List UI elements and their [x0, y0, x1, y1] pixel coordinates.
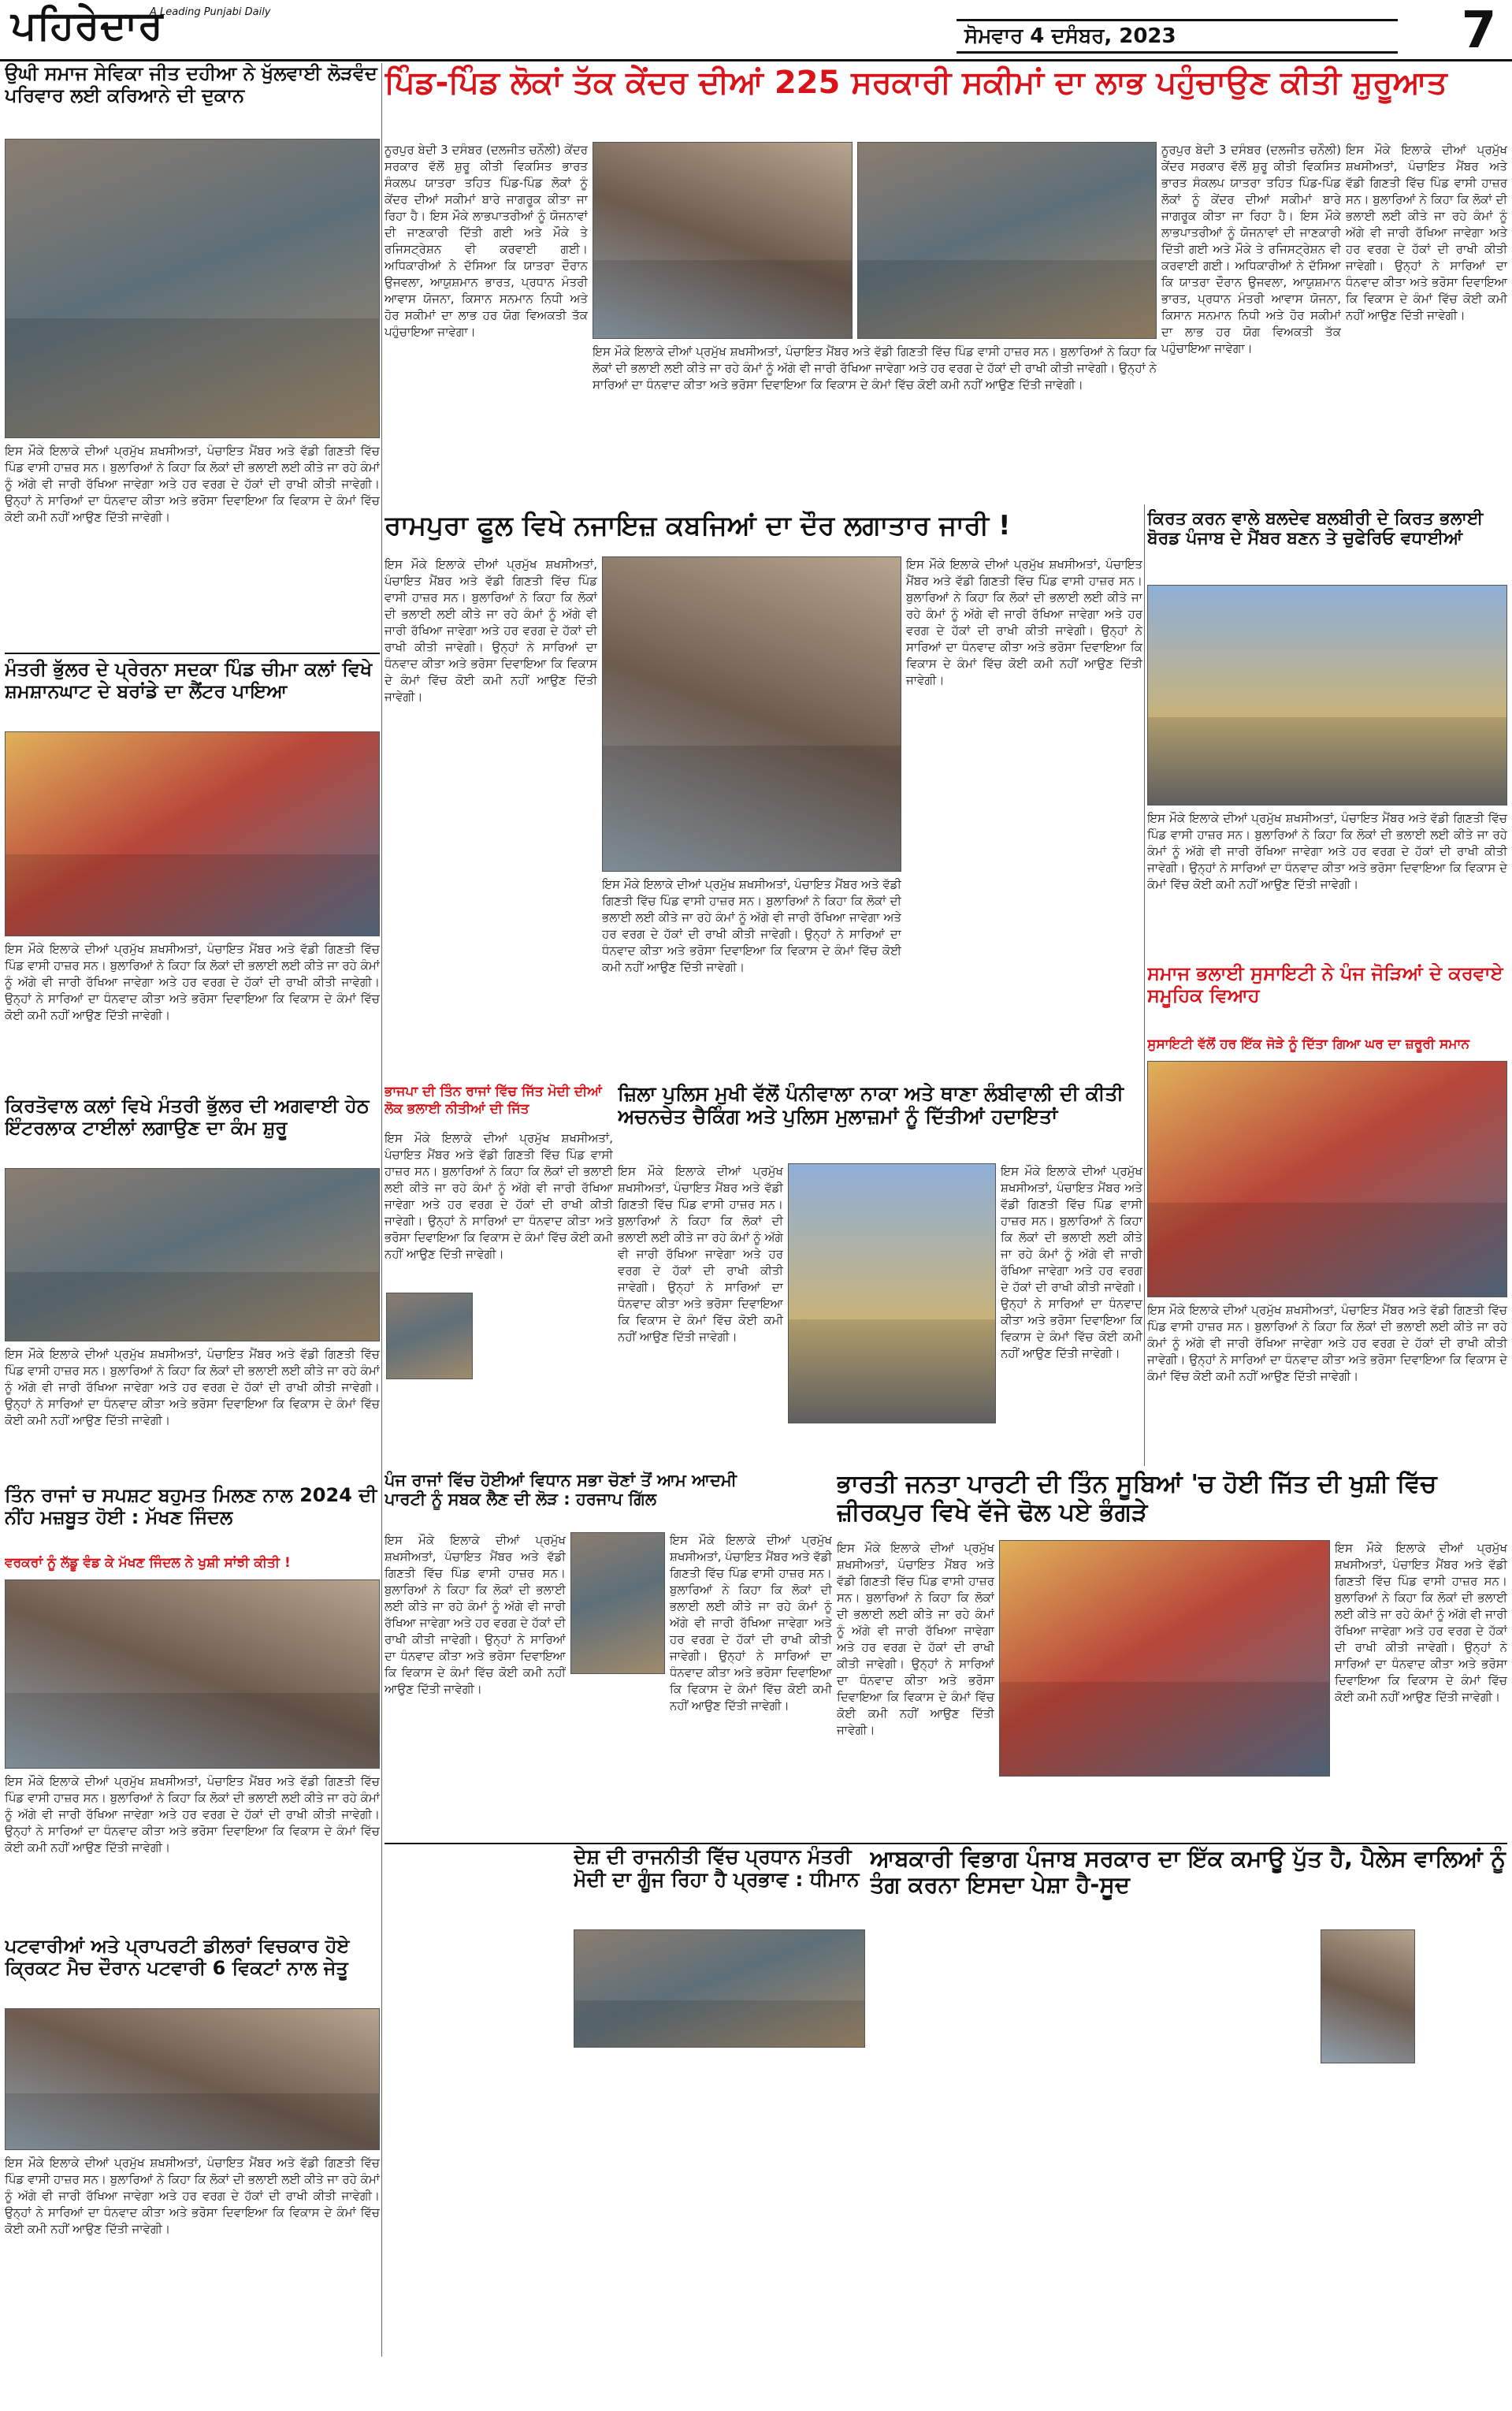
story-patwari: ਇਸ ਮੌਕੇ ਇਲਾਕੇ ਦੀਆਂ ਪ੍ਰਮੁੱਖ ਸ਼ਖਸੀਅਤਾਂ, ਪੰਚਾਇਤ ਮੈਂਬਰ ਅਤੇ ਵੱਡੀ ਗਿਣਤੀ ਵਿੱਚ ਪਿੰਡ ਵਾਸੀ ਹਾਜ਼ਰ ਸਨ। ਬੁਲਾਰਿਆਂ ਨੇ ਕਿਹਾ ਕਿ ਲੋਕਾਂ ਦੀ ਭਲਾਈ ਲਈ ਕੀਤੇ ਜਾ ਰਹੇ ਕੰਮਾਂ ਨੂੰ ਅੱਗੇ ਵੀ ਜਾਰੀ ਰੱਖਿਆ ਜਾਵੇਗਾ ਅਤੇ ਹਰ ਵਰਗ ਦੇ ਹੱਕਾਂ ਦੀ ਰਾਖੀ ਕੀਤੀ ਜਾਵੇਗੀ। ਉਨ੍ਹਾਂ ਨੇ ਸਾਰਿਆਂ ਦਾ ਧੰਨਵਾਦ ਕੀਤਾ ਅਤੇ ਭਰੋਸਾ ਦਿਵਾਇਆ ਕਿ ਵਿਕਾਸ ਦੇ ਕੰਮਾਂ ਵਿੱਚ ਕੋਈ ਕਮੀ ਨਹੀਂ ਆਉਣ ਦਿੱਤੀ ਜਾਵੇਗੀ।: [5, 2156, 380, 2236]
story-rampura-1: ਇਸ ਮੌਕੇ ਇਲਾਕੇ ਦੀਆਂ ਪ੍ਰਮੁੱਖ ਸ਼ਖਸੀਅਤਾਂ, ਪੰਚਾਇਤ ਮੈਂਬਰ ਅਤੇ ਵੱਡੀ ਗਿਣਤੀ ਵਿੱਚ ਪਿੰਡ ਵਾਸੀ ਹਾਜ਼ਰ ਸਨ। ਬੁਲਾਰਿਆਂ ਨੇ ਕਿਹਾ ਕਿ ਲੋਕਾਂ ਦੀ ਭਲਾਈ ਲਈ ਕੀਤੇ ਜਾ ਰਹੇ ਕੰਮਾਂ ਨੂੰ ਅੱਗੇ ਵੀ ਜਾਰੀ ਰੱਖਿਆ ਜਾਵੇਗਾ ਅਤੇ ਹਰ ਵਰਗ ਦੇ ਹੱਕਾਂ ਦੀ ਰਾਖੀ ਕੀਤੀ ਜਾਵੇਗੀ। ਉਨ੍ਹਾਂ ਨੇ ਸਾਰਿਆਂ ਦਾ ਧੰਨਵਾਦ ਕੀਤਾ ਅਤੇ ਭਰੋਸਾ ਦਿਵਾਇਆ ਕਿ ਵਿਕਾਸ ਦੇ ਕੰਮਾਂ ਵਿੱਚ ਕੋਈ ਕਮੀ ਨਹੀਂ ਆਉਣ ਦਿੱਤੀ ਜਾਵੇਗੀ।: [385, 557, 597, 704]
headline-patwari: ਪਟਵਾਰੀਆਂ ਅਤੇ ਪ੍ਰਾਪਰਟੀ ਡੀਲਰਾਂ ਵਿਚਕਾਰ ਹੋਏ ਕ੍ਰਿਕਟ ਮੈਚ ਦੌਰਾਨ ਪਟਵਾਰੀ 6 ਵਿਕਟਾਂ ਨਾਲ ਜੇਤੂ: [5, 1936, 350, 1979]
story-abkari-1: [870, 1929, 1075, 2352]
photo-cheema: [5, 731, 380, 936]
headline-abkari: ਆਬਕਾਰੀ ਵਿਭਾਗ ਪੰਜਾਬ ਸਰਕਾਰ ਦਾ ਇੱਕ ਕਮਾਊ ਪੁੱਤ ਹੈ, ਪੈਲੇਸ ਵਾਲਿਆਂ ਨੂੰ ਤੰਗ ਕਰਨਾ ਇਸਦਾ ਪੇਸ਼ਾ ਹੈ-ਸੂਦ: [870, 1846, 1506, 1899]
main-headline: ਪਿੰਡ-ਪਿੰਡ ਲੋਕਾਂ ਤੱਕ ਕੇਂਦਰ ਦੀਆਂ 225 ਸਰਕਾਰੀ ਸਕੀਮਾਂ ਦਾ ਲਾਭ ਪਹੁੰਚਾਉਣ ਕੀਤੀ ਸ਼ੁਰੂਆਤ: [385, 65, 1447, 101]
story-dhiman: [574, 2052, 865, 2352]
headline-kirat: ਕਿਰਤ ਕਰਨ ਵਾਲੇ ਬਲਦੇਵ ਬਲਬੀਰੀ ਦੇ ਕਿਰਤ ਭਲਾਈ ਬੋਰਡ ਪੰਜਾਬ ਦੇ ਮੈਂਬਰ ਬਣਨ ਤੇ ਚੁਫੇਰਿਓ ਵਧਾਈਆਂ: [1147, 509, 1484, 549]
story-kirat: ਇਸ ਮੌਕੇ ਇਲਾਕੇ ਦੀਆਂ ਪ੍ਰਮੁੱਖ ਸ਼ਖਸੀਅਤਾਂ, ਪੰਚਾਇਤ ਮੈਂਬਰ ਅਤੇ ਵੱਡੀ ਗਿਣਤੀ ਵਿੱਚ ਪਿੰਡ ਵਾਸੀ ਹਾਜ਼ਰ ਸਨ। ਬੁਲਾਰਿਆਂ ਨੇ ਕਿਹਾ ਕਿ ਲੋਕਾਂ ਦੀ ਭਲਾਈ ਲਈ ਕੀਤੇ ਜਾ ਰਹੇ ਕੰਮਾਂ ਨੂੰ ਅੱਗੇ ਵੀ ਜਾਰੀ ਰੱਖਿਆ ਜਾਵੇਗਾ ਅਤੇ ਹਰ ਵਰਗ ਦੇ ਹੱਕਾਂ ਦੀ ਰਾਖੀ ਕੀਤੀ ਜਾਵੇਗੀ। ਉਨ੍ਹਾਂ ਨੇ ਸਾਰਿਆਂ ਦਾ ਧੰਨਵਾਦ ਕੀਤਾ ਅਤੇ ਭਰੋਸਾ ਦਿਵਾਇਆ ਕਿ ਵਿਕਾਸ ਦੇ ਕੰਮਾਂ ਵਿੱਚ ਕੋਈ ਕਮੀ ਨਹੀਂ ਆਉਣ ਦਿੱਤੀ ਜਾਵੇਗੀ।: [1147, 811, 1507, 891]
headline-jindal: ਤਿੰਨ ਰਾਜਾਂ ਚ ਸਪਸ਼ਟ ਬਹੁਮਤ ਮਿਲਣ ਨਾਲ 2024 ਦੀ ਨੀਂਹ ਮਜ਼ਬੂਤ ਹੋਈ : ਮੱਖਣ ਜਿੰਦਲ: [5, 1485, 377, 1528]
photo-kirtowal: [5, 1168, 380, 1341]
headline-vivah: ਸਮਾਜ ਭਲਾਈ ਸੁਸਾਇਟੀ ਨੇ ਪੰਜ ਜੋੜਿਆਂ ਦੇ ਕਰਵਾਏ ਸਮੂਹਿਕ ਵਿਆਹ: [1147, 963, 1503, 1006]
story-kirtowal: ਇਸ ਮੌਕੇ ਇਲਾਕੇ ਦੀਆਂ ਪ੍ਰਮੁੱਖ ਸ਼ਖਸੀਅਤਾਂ, ਪੰਚਾਇਤ ਮੈਂਬਰ ਅਤੇ ਵੱਡੀ ਗਿਣਤੀ ਵਿੱਚ ਪਿੰਡ ਵਾਸੀ ਹਾਜ਼ਰ ਸਨ। ਬੁਲਾਰਿਆਂ ਨੇ ਕਿਹਾ ਕਿ ਲੋਕਾਂ ਦੀ ਭਲਾਈ ਲਈ ਕੀਤੇ ਜਾ ਰਹੇ ਕੰਮਾਂ ਨੂੰ ਅੱਗੇ ਵੀ ਜਾਰੀ ਰੱਖਿਆ ਜਾਵੇਗਾ ਅਤੇ ਹਰ ਵਰਗ ਦੇ ਹੱਕਾਂ ਦੀ ਰਾਖੀ ਕੀਤੀ ਜਾਵੇਗੀ। ਉਨ੍ਹਾਂ ਨੇ ਸਾਰਿਆਂ ਦਾ ਧੰਨਵਾਦ ਕੀਤਾ ਅਤੇ ਭਰੋਸਾ ਦਿਵਾਇਆ ਕਿ ਵਿਕਾਸ ਦੇ ਕੰਮਾਂ ਵਿੱਚ ਕੋਈ ਕਮੀ ਨਹੀਂ ਆਉਣ ਦਿੱਤੀ ਜਾਵੇਗੀ।: [5, 1347, 380, 1427]
photo-vivah: [1147, 1061, 1507, 1297]
story-rampura-3: ਇਸ ਮੌਕੇ ਇਲਾਕੇ ਦੀਆਂ ਪ੍ਰਮੁੱਖ ਸ਼ਖਸੀਅਤਾਂ, ਪੰਚਾਇਤ ਮੈਂਬਰ ਅਤੇ ਵੱਡੀ ਗਿਣਤੀ ਵਿੱਚ ਪਿੰਡ ਵਾਸੀ ਹਾਜ਼ਰ ਸਨ। ਬੁਲਾਰਿਆਂ ਨੇ ਕਿਹਾ ਕਿ ਲੋਕਾਂ ਦੀ ਭਲਾਈ ਲਈ ਕੀਤੇ ਜਾ ਰਹੇ ਕੰਮਾਂ ਨੂੰ ਅੱਗੇ ਵੀ ਜਾਰੀ ਰੱਖਿਆ ਜਾਵੇਗਾ ਅਤੇ ਹਰ ਵਰਗ ਦੇ ਹੱਕਾਂ ਦੀ ਰਾਖੀ ਕੀਤੀ ਜਾਵੇਗੀ। ਉਨ੍ਹਾਂ ਨੇ ਸਾਰਿਆਂ ਦਾ ਧੰਨਵਾਦ ਕੀਤਾ ਅਤੇ ਭਰੋਸਾ ਦਿਵਾਇਆ ਕਿ ਵਿਕਾਸ ਦੇ ਕੰਮਾਂ ਵਿੱਚ ਕੋਈ ਕਮੀ ਨਹੀਂ ਆਉਣ ਦਿੱਤੀ ਜਾਵੇਗੀ।: [906, 557, 1142, 687]
main-story-col-2: ਇਸ ਮੌਕੇ ਇਲਾਕੇ ਦੀਆਂ ਪ੍ਰਮੁੱਖ ਸ਼ਖਸੀਅਤਾਂ, ਪੰਚਾਇਤ ਮੈਂਬਰ ਅਤੇ ਵੱਡੀ ਗਿਣਤੀ ਵਿੱਚ ਪਿੰਡ ਵਾਸੀ ਹਾਜ਼ਰ ਸਨ। ਬੁਲਾਰਿਆਂ ਨੇ ਕਿਹਾ ਕਿ ਲੋਕਾਂ ਦੀ ਭਲਾਈ ਲਈ ਕੀਤੇ ਜਾ ਰਹੇ ਕੰਮਾਂ ਨੂੰ ਅੱਗੇ ਵੀ ਜਾਰੀ ਰੱਖਿਆ ਜਾਵੇਗਾ ਅਤੇ ਹਰ ਵਰਗ ਦੇ ਹੱਕਾਂ ਦੀ ਰਾਖੀ ਕੀਤੀ ਜਾਵੇਗੀ। ਉਨ੍ਹਾਂ ਨੇ ਸਾਰਿਆਂ ਦਾ ਧੰਨਵਾਦ ਕੀਤਾ ਅਤੇ ਭਰੋਸਾ ਦਿਵਾਇਆ ਕਿ ਵਿਕਾਸ ਦੇ ਕੰਮਾਂ ਵਿੱਚ ਕੋਈ ਕਮੀ ਨਹੀਂ ਆਉਣ ਦਿੱਤੀ ਜਾਵੇਗੀ।: [593, 344, 1157, 392]
photo-main-event-1: [593, 142, 853, 339]
subhead-small-story: ਭਾਜਪਾ ਦੀ ਤਿੰਨ ਰਾਜਾਂ ਵਿੱਚ ਜਿੱਤ ਮੋਦੀ ਦੀਆਂ ਲੋਕ ਭਲਾਈ ਨੀਤੀਆਂ ਦੀ ਜਿੱਤ: [385, 1084, 602, 1118]
story-police-2: ਇਸ ਮੌਕੇ ਇਲਾਕੇ ਦੀਆਂ ਪ੍ਰਮੁੱਖ ਸ਼ਖਸੀਅਤਾਂ, ਪੰਚਾਇਤ ਮੈਂਬਰ ਅਤੇ ਵੱਡੀ ਗਿਣਤੀ ਵਿੱਚ ਪਿੰਡ ਵਾਸੀ ਹਾਜ਼ਰ ਸਨ। ਬੁਲਾਰਿਆਂ ਨੇ ਕਿਹਾ ਕਿ ਲੋਕਾਂ ਦੀ ਭਲਾਈ ਲਈ ਕੀਤੇ ਜਾ ਰਹੇ ਕੰਮਾਂ ਨੂੰ ਅੱਗੇ ਵੀ ਜਾਰੀ ਰੱਖਿਆ ਜਾਵੇਗਾ ਅਤੇ ਹਰ ਵਰਗ ਦੇ ਹੱਕਾਂ ਦੀ ਰਾਖੀ ਕੀਤੀ ਜਾਵੇਗੀ। ਉਨ੍ਹਾਂ ਨੇ ਸਾਰਿਆਂ ਦਾ ਧੰਨਵਾਦ ਕੀਤਾ ਅਤੇ ਭਰੋਸਾ ਦਿਵਾਇਆ ਕਿ ਵਿਕਾਸ ਦੇ ਕੰਮਾਂ ਵਿੱਚ ਕੋਈ ਕਮੀ ਨਹੀਂ ਆਉਣ ਦਿੱਤੀ ਜਾਵੇਗੀ।: [1001, 1164, 1142, 1360]
main-story-col-1: ਨੂਰਪੁਰ ਬੇਦੀ 3 ਦਸੰਬਰ (ਦਲਜੀਤ ਚਨੌਲੀ) ਕੇਂਦਰ ਸਰਕਾਰ ਵੱਲੋਂ ਸ਼ੁਰੂ ਕੀਤੀ ਵਿਕਸਿਤ ਭਾਰਤ ਸੰਕਲਪ ਯਾਤਰਾ ਤਹਿਤ ਪਿੰਡ-ਪਿੰਡ ਲੋਕਾਂ ਨੂੰ ਕੇਂਦਰ ਦੀਆਂ ਸਕੀਮਾਂ ਬਾਰੇ ਜਾਗਰੂਕ ਕੀਤਾ ਜਾ ਰਿਹਾ ਹੈ। ਇਸ ਮੌਕੇ ਲਾਭਪਾਤਰੀਆਂ ਨੂੰ ਯੋਜਨਾਵਾਂ ਦੀ ਜਾਣਕਾਰੀ ਦਿੱਤੀ ਗਈ ਅਤੇ ਮੌਕੇ ਤੇ ਰਜਿਸਟ੍ਰੇਸ਼ਨ ਵੀ ਕਰਵਾਈ ਗਈ। ਅਧਿਕਾਰੀਆਂ ਨੇ ਦੱਸਿਆ ਕਿ ਯਾਤਰਾ ਦੌਰਾਨ ਉਜਵਲਾ, ਆਯੁਸ਼ਮਾਨ ਭਾਰਤ, ਪ੍ਰਧਾਨ ਮੰਤਰੀ ਆਵਾਸ ਯੋਜਨਾ, ਕਿਸਾਨ ਸਨਮਾਨ ਨਿਧੀ ਅਤੇ ਹੋਰ ਸਕੀਮਾਂ ਦਾ ਲਾਭ ਹਰ ਯੋਗ ਵਿਅਕਤੀ ਤੱਕ ਪਹੁੰਚਾਇਆ ਜਾਵੇਗਾ।: [385, 143, 588, 339]
main-story-col-3: ਨੂਰਪੁਰ ਬੇਦੀ 3 ਦਸੰਬਰ (ਦਲਜੀਤ ਚਨੌਲੀ) ਕੇਂਦਰ ਸਰਕਾਰ ਵੱਲੋਂ ਸ਼ੁਰੂ ਕੀਤੀ ਵਿਕਸਿਤ ਭਾਰਤ ਸੰਕਲਪ ਯਾਤਰਾ ਤਹਿਤ ਪਿੰਡ-ਪਿੰਡ ਲੋਕਾਂ ਨੂੰ ਕੇਂਦਰ ਦੀਆਂ ਸਕੀਮਾਂ ਬਾਰੇ ਜਾਗਰੂਕ ਕੀਤਾ ਜਾ ਰਿਹਾ ਹੈ। ਇਸ ਮੌਕੇ ਲਾਭਪਾਤਰੀਆਂ ਨੂੰ ਯੋਜਨਾਵਾਂ ਦੀ ਜਾਣਕਾਰੀ ਦਿੱਤੀ ਗਈ ਅਤੇ ਮੌਕੇ ਤੇ ਰਜਿਸਟ੍ਰੇਸ਼ਨ ਵੀ ਕਰਵਾਈ ਗਈ। ਅਧਿਕਾਰੀਆਂ ਨੇ ਦੱਸਿਆ ਕਿ ਯਾਤਰਾ ਦੌਰਾਨ ਉਜਵਲਾ, ਆਯੁਸ਼ਮਾਨ ਭਾਰਤ, ਪ੍ਰਧਾਨ ਮੰਤਰੀ ਆਵਾਸ ਯੋਜਨਾ, ਕਿਸਾਨ ਸਨਮਾਨ ਨਿਧੀ ਅਤੇ ਹੋਰ ਸਕੀਮਾਂ ਦਾ ਲਾਭ ਹਰ ਯੋਗ ਵਿਅਕਤੀ ਤੱਕ ਪਹੁੰਚਾਇਆ ਜਾਵੇਗਾ।: [1161, 143, 1341, 355]
subhead-jindal: ਵਰਕਰਾਂ ਨੂੰ ਲੱਡੂ ਵੰਡ ਕੇ ਮੱਖਣ ਜਿੰਦਲ ਨੇ ਖੁਸ਼ੀ ਸਾਂਝੀ ਕੀਤੀ !: [5, 1555, 291, 1571]
story-bains-area: [385, 1844, 569, 2352]
photo-kirat: [1147, 585, 1507, 806]
story-police: ਇਸ ਮੌਕੇ ਇਲਾਕੇ ਦੀਆਂ ਪ੍ਰਮੁੱਖ ਸ਼ਖਸੀਅਤਾਂ, ਪੰਚਾਇਤ ਮੈਂਬਰ ਅਤੇ ਵੱਡੀ ਗਿਣਤੀ ਵਿੱਚ ਪਿੰਡ ਵਾਸੀ ਹਾਜ਼ਰ ਸਨ। ਬੁਲਾਰਿਆਂ ਨੇ ਕਿਹਾ ਕਿ ਲੋਕਾਂ ਦੀ ਭਲਾਈ ਲਈ ਕੀਤੇ ਜਾ ਰਹੇ ਕੰਮਾਂ ਨੂੰ ਅੱਗੇ ਵੀ ਜਾਰੀ ਰੱਖਿਆ ਜਾਵੇਗਾ ਅਤੇ ਹਰ ਵਰਗ ਦੇ ਹੱਕਾਂ ਦੀ ਰਾਖੀ ਕੀਤੀ ਜਾਵੇਗੀ। ਉਨ੍ਹਾਂ ਨੇ ਸਾਰਿਆਂ ਦਾ ਧੰਨਵਾਦ ਕੀਤਾ ਅਤੇ ਭਰੋਸਾ ਦਿਵਾਇਆ ਕਿ ਵਿਕਾਸ ਦੇ ਕੰਮਾਂ ਵਿੱਚ ਕੋਈ ਕਮੀ ਨਹੀਂ ਆਉਣ ਦਿੱਤੀ ਜਾਵੇਗੀ।: [618, 1164, 783, 1344]
story-cheema: ਇਸ ਮੌਕੇ ਇਲਾਕੇ ਦੀਆਂ ਪ੍ਰਮੁੱਖ ਸ਼ਖਸੀਅਤਾਂ, ਪੰਚਾਇਤ ਮੈਂਬਰ ਅਤੇ ਵੱਡੀ ਗਿਣਤੀ ਵਿੱਚ ਪਿੰਡ ਵਾਸੀ ਹਾਜ਼ਰ ਸਨ। ਬੁਲਾਰਿਆਂ ਨੇ ਕਿਹਾ ਕਿ ਲੋਕਾਂ ਦੀ ਭਲਾਈ ਲਈ ਕੀਤੇ ਜਾ ਰਹੇ ਕੰਮਾਂ ਨੂੰ ਅੱਗੇ ਵੀ ਜਾਰੀ ਰੱਖਿਆ ਜਾਵੇਗਾ ਅਤੇ ਹਰ ਵਰਗ ਦੇ ਹੱਕਾਂ ਦੀ ਰਾਖੀ ਕੀਤੀ ਜਾਵੇਗੀ। ਉਨ੍ਹਾਂ ਨੇ ਸਾਰਿਆਂ ਦਾ ਧੰਨਵਾਦ ਕੀਤਾ ਅਤੇ ਭਰੋਸਾ ਦਿਵਾਇਆ ਕਿ ਵਿਕਾਸ ਦੇ ਕੰਮਾਂ ਵਿੱਚ ਕੋਈ ਕਮੀ ਨਹੀਂ ਆਉਣ ਦਿੱਤੀ ਜਾਵੇਗੀ।: [5, 942, 380, 1022]
story-rampura-2: ਇਸ ਮੌਕੇ ਇਲਾਕੇ ਦੀਆਂ ਪ੍ਰਮੁੱਖ ਸ਼ਖਸੀਅਤਾਂ, ਪੰਚਾਇਤ ਮੈਂਬਰ ਅਤੇ ਵੱਡੀ ਗਿਣਤੀ ਵਿੱਚ ਪਿੰਡ ਵਾਸੀ ਹਾਜ਼ਰ ਸਨ। ਬੁਲਾਰਿਆਂ ਨੇ ਕਿਹਾ ਕਿ ਲੋਕਾਂ ਦੀ ਭਲਾਈ ਲਈ ਕੀਤੇ ਜਾ ਰਹੇ ਕੰਮਾਂ ਨੂੰ ਅੱਗੇ ਵੀ ਜਾਰੀ ਰੱਖਿਆ ਜਾਵੇਗਾ ਅਤੇ ਹਰ ਵਰਗ ਦੇ ਹੱਕਾਂ ਦੀ ਰਾਖੀ ਕੀਤੀ ਜਾਵੇਗੀ। ਉਨ੍ਹਾਂ ਨੇ ਸਾਰਿਆਂ ਦਾ ਧੰਨਵਾਦ ਕੀਤਾ ਅਤੇ ਭਰੋਸਾ ਦਿਵਾਇਆ ਕਿ ਵਿਕਾਸ ਦੇ ਕੰਮਾਂ ਵਿੱਚ ਕੋਈ ਕਮੀ ਨਹੀਂ ਆਉਣ ਦਿੱਤੀ ਜਾਵੇਗੀ।: [602, 877, 901, 974]
photo-dhiman: [574, 1929, 865, 2048]
issue-date: ਸੋਮਵਾਰ 4 ਦਸੰਬਰ, 2023: [957, 19, 1398, 54]
headline-kirtowal: ਕਿਰਤੋਵਾਲ ਕਲਾਂ ਵਿਖੇ ਮੰਤਰੀ ਭੁੱਲਰ ਦੀ ਅਗਵਾਈ ਹੇਠ ਇੰਟਰਲਾਕ ਟਾਈਲਾਂ ਲਗਾਉਣ ਦਾ ਕੰਮ ਸ਼ੁਰੂ: [5, 1096, 370, 1139]
subhead-vivah: ਸੁਸਾਇਟੀ ਵੱਲੋਂ ਹਰ ਇੱਕ ਜੋੜੇ ਨੂੰ ਦਿੱਤਾ ਗਿਆ ਘਰ ਦਾ ਜ਼ਰੂਰੀ ਸਮਾਨ: [1147, 1036, 1469, 1052]
masthead: [0, 0, 1512, 61]
headline-top-left: ਉਘੀ ਸਮਾਜ ਸੇਵਿਕਾ ਜੀਤ ਦਹੀਆ ਨੇ ਖੁੱਲਵਾਈ ਲੋੜਵੰਦ ਪਰਿਵਾਰ ਲਈ ਕਰਿਆਨੇ ਦੀ ਦੁਕਾਨ: [5, 63, 377, 106]
story-harjap-1: ਇਸ ਮੌਕੇ ਇਲਾਕੇ ਦੀਆਂ ਪ੍ਰਮੁੱਖ ਸ਼ਖਸੀਅਤਾਂ, ਪੰਚਾਇਤ ਮੈਂਬਰ ਅਤੇ ਵੱਡੀ ਗਿਣਤੀ ਵਿੱਚ ਪਿੰਡ ਵਾਸੀ ਹਾਜ਼ਰ ਸਨ। ਬੁਲਾਰਿਆਂ ਨੇ ਕਿਹਾ ਕਿ ਲੋਕਾਂ ਦੀ ਭਲਾਈ ਲਈ ਕੀਤੇ ਜਾ ਰਹੇ ਕੰਮਾਂ ਨੂੰ ਅੱਗੇ ਵੀ ਜਾਰੀ ਰੱਖਿਆ ਜਾਵੇਗਾ ਅਤੇ ਹਰ ਵਰਗ ਦੇ ਹੱਕਾਂ ਦੀ ਰਾਖੀ ਕੀਤੀ ਜਾਵੇਗੀ। ਉਨ੍ਹਾਂ ਨੇ ਸਾਰਿਆਂ ਦਾ ਧੰਨਵਾਦ ਕੀਤਾ ਅਤੇ ਭਰੋਸਾ ਦਿਵਾਇਆ ਕਿ ਵਿਕਾਸ ਦੇ ਕੰਮਾਂ ਵਿੱਚ ਕੋਈ ਕਮੀ ਨਹੀਂ ਆਉਣ ਦਿੱਤੀ ਜਾਵੇਗੀ।: [385, 1533, 566, 1696]
column-rule-2: [1144, 504, 1145, 1466]
photo-harjap: [570, 1532, 665, 1674]
photo-main-event-2: [857, 142, 1157, 339]
headline-harjap: ਪੰਜ ਰਾਜਾਂ ਵਿੱਚ ਹੋਈਆਂ ਵਿਧਾਨ ਸਭਾ ਚੋਣਾਂ ਤੋਂ ਆਮ ਆਦਮੀ ਪਾਰਟੀ ਨੂੰ ਸਬਕ ਲੈਣ ਦੀ ਲੋੜ : ਹਰਜਾਪ ਗਿੱਲ: [385, 1471, 737, 1509]
photo-police: [788, 1163, 996, 1423]
headline-cheema: ਮੰਤਰੀ ਭੁੱਲਰ ਦੇ ਪ੍ਰੇਰਨਾ ਸਦਕਾ ਪਿੰਡ ਚੀਮਾ ਕਲਾਂ ਵਿਖੇ ਸ਼ਮਸ਼ਾਨਘਾਟ ਦੇ ਬਰਾਂਡੇ ਦਾ ਲੈਂਟਰ ਪਾਇਆ: [5, 659, 373, 702]
photo-small-portrait: [386, 1293, 473, 1379]
photo-patwari: [5, 2008, 380, 2150]
photo-abkari-portrait: [1321, 1929, 1415, 2063]
page-number: 7: [1461, 2, 1497, 60]
headline-police: ਜ਼ਿਲਾ ਪੁਲਿਸ ਮੁਖੀ ਵੱਲੋਂ ਪੰਨੀਵਾਲਾ ਨਾਕਾ ਅਤੇ ਥਾਣਾ ਲੰਬੀਵਾਲੀ ਦੀ ਕੀਤੀ ਅਚਨਚੇਤ ਚੈਕਿੰਗ ਅਤੇ ਪੁਲਿਸ ਮੁਲਾਜ਼ਮਾਂ ਨੂੰ ਦਿੱਤੀਆਂ ਹਦਾਇਤਾਂ: [618, 1083, 1124, 1128]
story-harjap-2: ਇਸ ਮੌਕੇ ਇਲਾਕੇ ਦੀਆਂ ਪ੍ਰਮੁੱਖ ਸ਼ਖਸੀਅਤਾਂ, ਪੰਚਾਇਤ ਮੈਂਬਰ ਅਤੇ ਵੱਡੀ ਗਿਣਤੀ ਵਿੱਚ ਪਿੰਡ ਵਾਸੀ ਹਾਜ਼ਰ ਸਨ। ਬੁਲਾਰਿਆਂ ਨੇ ਕਿਹਾ ਕਿ ਲੋਕਾਂ ਦੀ ਭਲਾਈ ਲਈ ਕੀਤੇ ਜਾ ਰਹੇ ਕੰਮਾਂ ਨੂੰ ਅੱਗੇ ਵੀ ਜਾਰੀ ਰੱਖਿਆ ਜਾਵੇਗਾ ਅਤੇ ਹਰ ਵਰਗ ਦੇ ਹੱਕਾਂ ਦੀ ਰਾਖੀ ਕੀਤੀ ਜਾਵੇਗੀ। ਉਨ੍ਹਾਂ ਨੇ ਸਾਰਿਆਂ ਦਾ ਧੰਨਵਾਦ ਕੀਤਾ ਅਤੇ ਭਰੋਸਾ ਦਿਵਾਇਆ ਕਿ ਵਿਕਾਸ ਦੇ ਕੰਮਾਂ ਵਿੱਚ ਕੋਈ ਕਮੀ ਨਹੀਂ ਆਉਣ ਦਿੱਤੀ ਜਾਵੇਗੀ।: [670, 1533, 832, 1713]
story-abkari-3: [1321, 2068, 1507, 2352]
photo-grocery-shop: [5, 139, 380, 438]
main-story-col-4: ਇਸ ਮੌਕੇ ਇਲਾਕੇ ਦੀਆਂ ਪ੍ਰਮੁੱਖ ਸ਼ਖਸੀਅਤਾਂ, ਪੰਚਾਇਤ ਮੈਂਬਰ ਅਤੇ ਵੱਡੀ ਗਿਣਤੀ ਵਿੱਚ ਪਿੰਡ ਵਾਸੀ ਹਾਜ਼ਰ ਸਨ। ਬੁਲਾਰਿਆਂ ਨੇ ਕਿਹਾ ਕਿ ਲੋਕਾਂ ਦੀ ਭਲਾਈ ਲਈ ਕੀਤੇ ਜਾ ਰਹੇ ਕੰਮਾਂ ਨੂੰ ਅੱਗੇ ਵੀ ਜਾਰੀ ਰੱਖਿਆ ਜਾਵੇਗਾ ਅਤੇ ਹਰ ਵਰਗ ਦੇ ਹੱਕਾਂ ਦੀ ਰਾਖੀ ਕੀਤੀ ਜਾਵੇਗੀ। ਉਨ੍ਹਾਂ ਨੇ ਸਾਰਿਆਂ ਦਾ ਧੰਨਵਾਦ ਕੀਤਾ ਅਤੇ ਭਰੋਸਾ ਦਿਵਾਇਆ ਕਿ ਵਿਕਾਸ ਦੇ ਕੰਮਾਂ ਵਿੱਚ ਕੋਈ ਕਮੀ ਨਹੀਂ ਆਉਣ ਦਿੱਤੀ ਜਾਵੇਗੀ।: [1346, 143, 1507, 322]
rule-1: [5, 653, 380, 654]
tagline: A Leading Punjabi Daily: [150, 6, 271, 18]
photo-zirakpur: [999, 1540, 1330, 1777]
column-rule-1: [381, 63, 382, 2357]
story-top-left: ਇਸ ਮੌਕੇ ਇਲਾਕੇ ਦੀਆਂ ਪ੍ਰਮੁੱਖ ਸ਼ਖਸੀਅਤਾਂ, ਪੰਚਾਇਤ ਮੈਂਬਰ ਅਤੇ ਵੱਡੀ ਗਿਣਤੀ ਵਿੱਚ ਪਿੰਡ ਵਾਸੀ ਹਾਜ਼ਰ ਸਨ। ਬੁਲਾਰਿਆਂ ਨੇ ਕਿਹਾ ਕਿ ਲੋਕਾਂ ਦੀ ਭਲਾਈ ਲਈ ਕੀਤੇ ਜਾ ਰਹੇ ਕੰਮਾਂ ਨੂੰ ਅੱਗੇ ਵੀ ਜਾਰੀ ਰੱਖਿਆ ਜਾਵੇਗਾ ਅਤੇ ਹਰ ਵਰਗ ਦੇ ਹੱਕਾਂ ਦੀ ਰਾਖੀ ਕੀਤੀ ਜਾਵੇਗੀ। ਉਨ੍ਹਾਂ ਨੇ ਸਾਰਿਆਂ ਦਾ ਧੰਨਵਾਦ ਕੀਤਾ ਅਤੇ ਭਰੋਸਾ ਦਿਵਾਇਆ ਕਿ ਵਿਕਾਸ ਦੇ ਕੰਮਾਂ ਵਿੱਚ ਕੋਈ ਕਮੀ ਨਹੀਂ ਆਉਣ ਦਿੱਤੀ ਜਾਵੇਗੀ।: [5, 444, 380, 524]
headline-rampura: ਰਾਮਪੁਰਾ ਫੂਲ ਵਿਖੇ ਨਜਾਇਜ਼ ਕਬਜਿਆਂ ਦਾ ਦੌਰ ਲਗਾਤਾਰ ਜਾਰੀ !: [385, 511, 1011, 541]
newspaper-logo: ਪਹਿਰੇਦਾਰ: [11, 2, 164, 48]
story-zirakpur-1: ਇਸ ਮੌਕੇ ਇਲਾਕੇ ਦੀਆਂ ਪ੍ਰਮੁੱਖ ਸ਼ਖਸੀਅਤਾਂ, ਪੰਚਾਇਤ ਮੈਂਬਰ ਅਤੇ ਵੱਡੀ ਗਿਣਤੀ ਵਿੱਚ ਪਿੰਡ ਵਾਸੀ ਹਾਜ਼ਰ ਸਨ। ਬੁਲਾਰਿਆਂ ਨੇ ਕਿਹਾ ਕਿ ਲੋਕਾਂ ਦੀ ਭਲਾਈ ਲਈ ਕੀਤੇ ਜਾ ਰਹੇ ਕੰਮਾਂ ਨੂੰ ਅੱਗੇ ਵੀ ਜਾਰੀ ਰੱਖਿਆ ਜਾਵੇਗਾ ਅਤੇ ਹਰ ਵਰਗ ਦੇ ਹੱਕਾਂ ਦੀ ਰਾਖੀ ਕੀਤੀ ਜਾਵੇਗੀ। ਉਨ੍ਹਾਂ ਨੇ ਸਾਰਿਆਂ ਦਾ ਧੰਨਵਾਦ ਕੀਤਾ ਅਤੇ ਭਰੋਸਾ ਦਿਵਾਇਆ ਕਿ ਵਿਕਾਸ ਦੇ ਕੰਮਾਂ ਵਿੱਚ ਕੋਈ ਕਮੀ ਨਹੀਂ ਆਉਣ ਦਿੱਤੀ ਜਾਵੇਗੀ।: [837, 1541, 994, 1737]
story-jindal: ਇਸ ਮੌਕੇ ਇਲਾਕੇ ਦੀਆਂ ਪ੍ਰਮੁੱਖ ਸ਼ਖਸੀਅਤਾਂ, ਪੰਚਾਇਤ ਮੈਂਬਰ ਅਤੇ ਵੱਡੀ ਗਿਣਤੀ ਵਿੱਚ ਪਿੰਡ ਵਾਸੀ ਹਾਜ਼ਰ ਸਨ। ਬੁਲਾਰਿਆਂ ਨੇ ਕਿਹਾ ਕਿ ਲੋਕਾਂ ਦੀ ਭਲਾਈ ਲਈ ਕੀਤੇ ਜਾ ਰਹੇ ਕੰਮਾਂ ਨੂੰ ਅੱਗੇ ਵੀ ਜਾਰੀ ਰੱਖਿਆ ਜਾਵੇਗਾ ਅਤੇ ਹਰ ਵਰਗ ਦੇ ਹੱਕਾਂ ਦੀ ਰਾਖੀ ਕੀਤੀ ਜਾਵੇਗੀ। ਉਨ੍ਹਾਂ ਨੇ ਸਾਰਿਆਂ ਦਾ ਧੰਨਵਾਦ ਕੀਤਾ ਅਤੇ ਭਰੋਸਾ ਦਿਵਾਇਆ ਕਿ ਵਿਕਾਸ ਦੇ ਕੰਮਾਂ ਵਿੱਚ ਕੋਈ ਕਮੀ ਨਹੀਂ ਆਉਣ ਦਿੱਤੀ ਜਾਵੇਗੀ।: [5, 1774, 380, 1855]
story-small: ਇਸ ਮੌਕੇ ਇਲਾਕੇ ਦੀਆਂ ਪ੍ਰਮੁੱਖ ਸ਼ਖਸੀਅਤਾਂ, ਪੰਚਾਇਤ ਮੈਂਬਰ ਅਤੇ ਵੱਡੀ ਗਿਣਤੀ ਵਿੱਚ ਪਿੰਡ ਵਾਸੀ ਹਾਜ਼ਰ ਸਨ। ਬੁਲਾਰਿਆਂ ਨੇ ਕਿਹਾ ਕਿ ਲੋਕਾਂ ਦੀ ਭਲਾਈ ਲਈ ਕੀਤੇ ਜਾ ਰਹੇ ਕੰਮਾਂ ਨੂੰ ਅੱਗੇ ਵੀ ਜਾਰੀ ਰੱਖਿਆ ਜਾਵੇਗਾ ਅਤੇ ਹਰ ਵਰਗ ਦੇ ਹੱਕਾਂ ਦੀ ਰਾਖੀ ਕੀਤੀ ਜਾਵੇਗੀ। ਉਨ੍ਹਾਂ ਨੇ ਸਾਰਿਆਂ ਦਾ ਧੰਨਵਾਦ ਕੀਤਾ ਅਤੇ ਭਰੋਸਾ ਦਿਵਾਇਆ ਕਿ ਵਿਕਾਸ ਦੇ ਕੰਮਾਂ ਵਿੱਚ ਕੋਈ ਕਮੀ ਨਹੀਂ ਆਉਣ ਦਿੱਤੀ ਜਾਵੇਗੀ।: [385, 1131, 613, 1261]
photo-rampura: [602, 556, 901, 872]
story-vivah: ਇਸ ਮੌਕੇ ਇਲਾਕੇ ਦੀਆਂ ਪ੍ਰਮੁੱਖ ਸ਼ਖਸੀਅਤਾਂ, ਪੰਚਾਇਤ ਮੈਂਬਰ ਅਤੇ ਵੱਡੀ ਗਿਣਤੀ ਵਿੱਚ ਪਿੰਡ ਵਾਸੀ ਹਾਜ਼ਰ ਸਨ। ਬੁਲਾਰਿਆਂ ਨੇ ਕਿਹਾ ਕਿ ਲੋਕਾਂ ਦੀ ਭਲਾਈ ਲਈ ਕੀਤੇ ਜਾ ਰਹੇ ਕੰਮਾਂ ਨੂੰ ਅੱਗੇ ਵੀ ਜਾਰੀ ਰੱਖਿਆ ਜਾਵੇਗਾ ਅਤੇ ਹਰ ਵਰਗ ਦੇ ਹੱਕਾਂ ਦੀ ਰਾਖੀ ਕੀਤੀ ਜਾਵੇਗੀ। ਉਨ੍ਹਾਂ ਨੇ ਸਾਰਿਆਂ ਦਾ ਧੰਨਵਾਦ ਕੀਤਾ ਅਤੇ ਭਰੋਸਾ ਦਿਵਾਇਆ ਕਿ ਵਿਕਾਸ ਦੇ ਕੰਮਾਂ ਵਿੱਚ ਕੋਈ ਕਮੀ ਨਹੀਂ ਆਉਣ ਦਿੱਤੀ ਜਾਵੇਗੀ।: [1147, 1303, 1507, 1383]
photo-jindal: [5, 1579, 380, 1769]
headline-zirakpur: ਭਾਰਤੀ ਜਨਤਾ ਪਾਰਟੀ ਦੀ ਤਿੰਨ ਸੂਬਿਆਂ 'ਚ ਹੋਈ ਜਿੱਤ ਦੀ ਖੁਸ਼ੀ ਵਿੱਚ ਜ਼ੀਰਕਪੁਰ ਵਿਖੇ ਵੱਜੇ ਢੋਲ ਪਏ ਭੰਗੜੇ: [837, 1471, 1437, 1527]
story-abkari-2: [1079, 1929, 1316, 2352]
headline-dhiman: ਦੇਸ਼ ਦੀ ਰਾਜਨੀਤੀ ਵਿੱਚ ਪ੍ਰਧਾਨ ਮੰਤਰੀ ਮੋਦੀ ਦਾ ਗੂੰਜ ਰਿਹਾ ਹੈ ਪ੍ਰਭਾਵ : ਧੀਮਾਨ: [574, 1846, 860, 1891]
story-zirakpur-2: ਇਸ ਮੌਕੇ ਇਲਾਕੇ ਦੀਆਂ ਪ੍ਰਮੁੱਖ ਸ਼ਖਸੀਅਤਾਂ, ਪੰਚਾਇਤ ਮੈਂਬਰ ਅਤੇ ਵੱਡੀ ਗਿਣਤੀ ਵਿੱਚ ਪਿੰਡ ਵਾਸੀ ਹਾਜ਼ਰ ਸਨ। ਬੁਲਾਰਿਆਂ ਨੇ ਕਿਹਾ ਕਿ ਲੋਕਾਂ ਦੀ ਭਲਾਈ ਲਈ ਕੀਤੇ ਜਾ ਰਹੇ ਕੰਮਾਂ ਨੂੰ ਅੱਗੇ ਵੀ ਜਾਰੀ ਰੱਖਿਆ ਜਾਵੇਗਾ ਅਤੇ ਹਰ ਵਰਗ ਦੇ ਹੱਕਾਂ ਦੀ ਰਾਖੀ ਕੀਤੀ ਜਾਵੇਗੀ। ਉਨ੍ਹਾਂ ਨੇ ਸਾਰਿਆਂ ਦਾ ਧੰਨਵਾਦ ਕੀਤਾ ਅਤੇ ਭਰੋਸਾ ਦਿਵਾਇਆ ਕਿ ਵਿਕਾਸ ਦੇ ਕੰਮਾਂ ਵਿੱਚ ਕੋਈ ਕਮੀ ਨਹੀਂ ਆਉਣ ਦਿੱਤੀ ਜਾਵੇਗੀ।: [1335, 1541, 1507, 1704]
